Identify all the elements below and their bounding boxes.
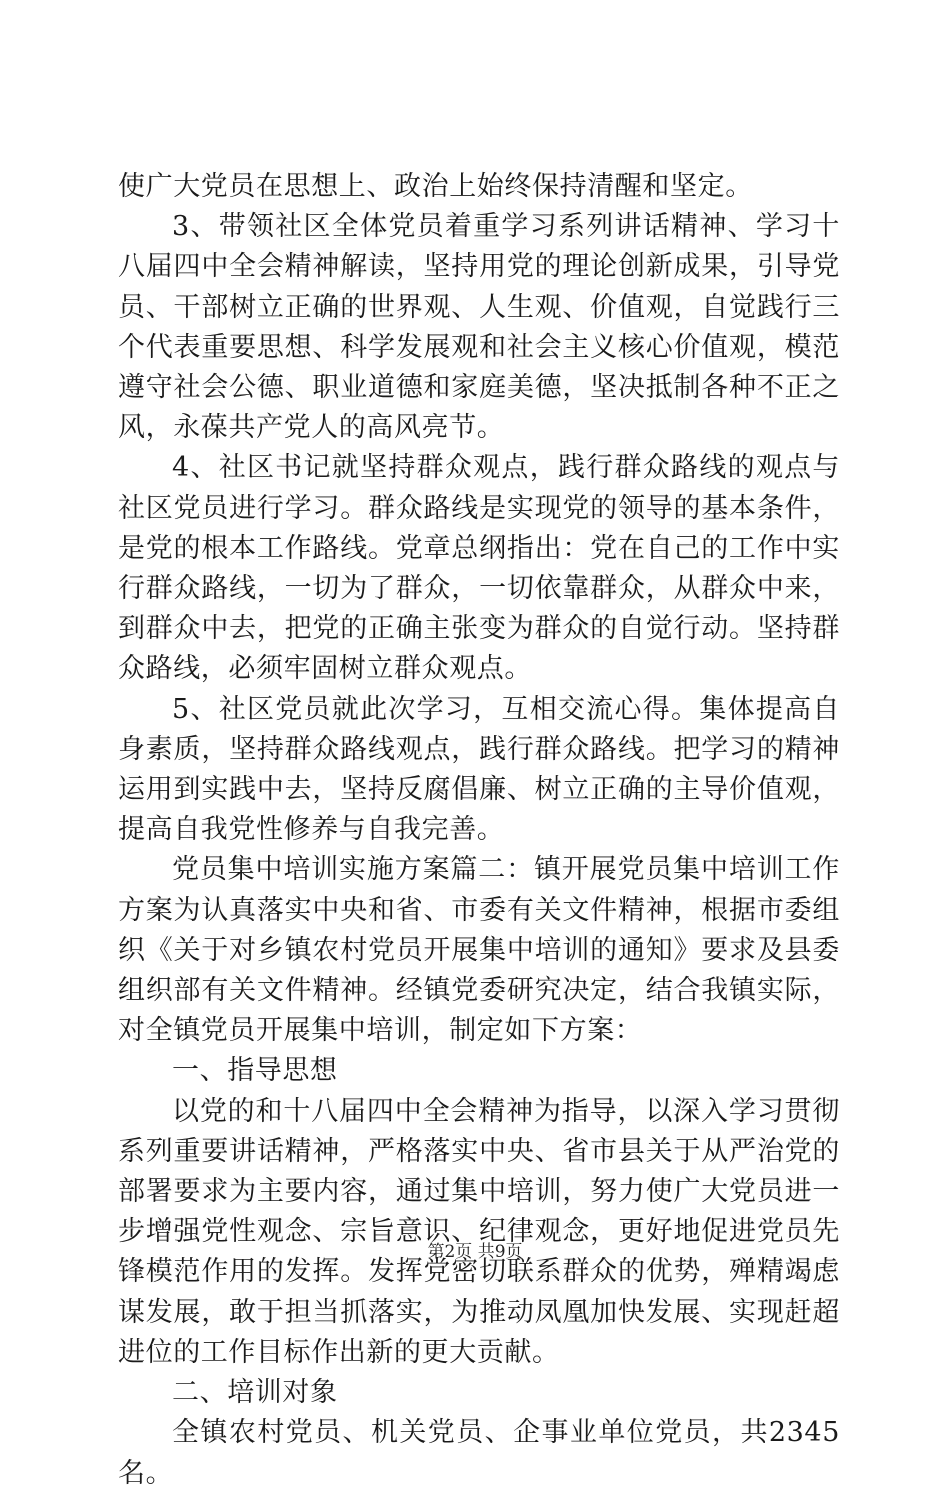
section-heading-guiding-thought: 一、指导思想 bbox=[172, 1055, 338, 1087]
paragraph-guiding-thought: 以党的和十八届四中全会精神为指导，以深入学习贯彻系列重要讲话精神，严格落实中央、省市县关于从严治党的部署要求为主要内容，通过集中培训，努力使广大党员进一步增强党性观念、宗旨意识、纪律观念，更好地促进党员先锋模范作用的发挥。发挥党密切联系群众的优势，殚精竭虑谋发展，敢于担当抓落实，为推动凤凰加快发展、实现赶超进位的工作目标作出新的更大贡献。 bbox=[118, 1095, 840, 1368]
page-number-footer: 第2页 共9页 bbox=[427, 1242, 523, 1262]
paragraph-continuation: 使广大党员在思想上、政治上始终保持清醒和坚定。 bbox=[118, 171, 753, 202]
section-heading-training-target: 二、培训对象 bbox=[172, 1377, 338, 1409]
paragraph-plan-intro: 党员集中培训实施方案篇二：镇开展党员集中培训工作方案为认真落实中央和省、市委有关文件精神，根据市委组织《关于对乡镇农村党员开展集中培训的通知》要求及县委组织部有关文件精神。经镇党委研究决定，结合我镇实际，对全镇党员开展集中培训，制定如下方案： bbox=[118, 854, 840, 1047]
paragraph-item-5: 5、社区党员就此次学习，互相交流心得。集体提高自身素质，坚持群众路线观点，践行群众路线。把学习的精神运用到实践中去，坚持反腐倡廉、树立正确的主导价值观，提高自我党性修养与自我完善。 bbox=[118, 693, 840, 846]
paragraph-item-3: 3、带领社区全体党员着重学习系列讲话精神、学习十八届四中全会精神解读，坚持用党的理论创新成果，引导党员、干部树立正确的世界观、人生观、价值观，自觉践行三个代表重要思想、科学发展观和社会主义核心价值观，模范遵守社会公德、职业道德和家庭美德，坚决抵制各种不正之风，永葆共产党人的高风亮节。 bbox=[118, 211, 840, 444]
paragraph-item-4: 4、社区书记就坚持群众观点，践行群众路线的观点与社区党员进行学习。群众路线是实现党的领导的基本条件，是党的根本工作路线。党章总纲指出：党在自己的工作中实行群众路线，一切为了群众，一切依靠群众，从群众中来，到群众中去，把党的正确主张变为群众的自觉行动。坚持群众路线，必须牢固树立群众观点。 bbox=[118, 452, 840, 685]
paragraph-training-target: 全镇农村党员、机关党员、企事业单位党员，共2345名。 bbox=[118, 1417, 840, 1489]
document-body bbox=[118, 167, 840, 1494]
